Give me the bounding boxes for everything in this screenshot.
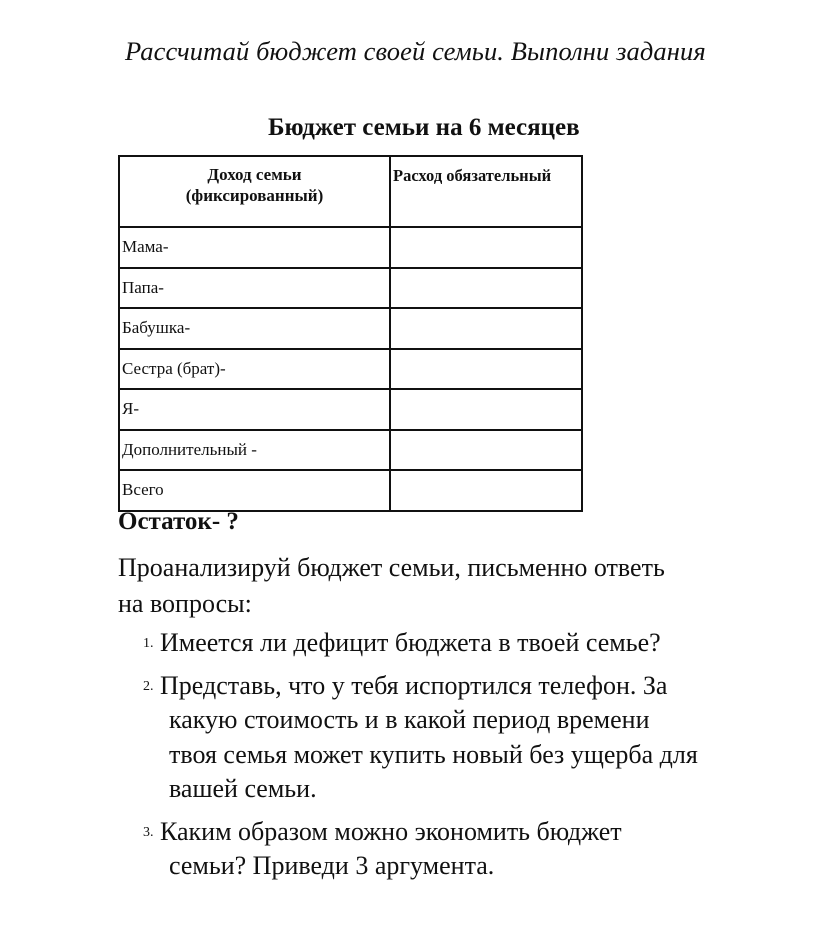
income-cell: Папа-	[119, 268, 390, 309]
table-row-total	[119, 470, 582, 511]
table-row	[119, 227, 582, 268]
question-item	[140, 815, 790, 884]
question-number: 3.	[143, 824, 154, 840]
question-number: 2.	[143, 678, 154, 694]
income-cell: Дополнительный -	[119, 430, 390, 471]
question-line: Представь, что у тебя испортился телефон. За	[160, 670, 668, 700]
table-row	[119, 308, 582, 349]
question-text	[160, 626, 661, 661]
income-cell: Мама-	[119, 227, 390, 268]
analysis-intro-line2: на вопросы:	[118, 589, 252, 618]
question-text	[160, 669, 698, 807]
table-row	[119, 389, 582, 430]
remainder-label: Остаток- ?	[118, 508, 239, 535]
expense-cell[interactable]	[390, 268, 582, 309]
expense-cell[interactable]	[390, 389, 582, 430]
question-item	[140, 626, 790, 661]
question-line: вашей семьи.	[169, 774, 317, 803]
question-line: Каким образом можно экономить бюджет	[160, 816, 622, 846]
question-line: семьи? Приведи 3 аргумента.	[169, 851, 495, 880]
income-cell: Я-	[119, 389, 390, 430]
analysis-intro	[118, 550, 778, 622]
column-header-income-line2: (фиксированный)	[185, 186, 324, 205]
analysis-intro-line1: Проанализируй бюджет семьи, письменно ответь	[118, 553, 665, 582]
column-header-expense: Расход обязательный	[390, 156, 582, 227]
table-row	[119, 349, 582, 390]
question-line: твоя семья может купить новый без ущерба для	[169, 739, 698, 769]
income-cell-total: Всего	[119, 470, 390, 511]
question-line: какую стоимость и в какой период времени	[169, 705, 650, 734]
table-row	[119, 430, 582, 471]
income-cell: Сестра (брат)-	[119, 349, 390, 390]
column-header-income	[119, 156, 390, 227]
expense-cell[interactable]	[390, 308, 582, 349]
question-item	[140, 669, 790, 807]
income-cell: Бабушка-	[119, 308, 390, 349]
expense-cell-total[interactable]	[390, 470, 582, 511]
table-title: Бюджет семьи на 6 месяцев	[268, 114, 580, 141]
questions-list	[140, 626, 790, 892]
question-text	[160, 815, 622, 884]
table-header-row	[119, 156, 582, 227]
budget-table	[118, 155, 583, 512]
table-row	[119, 268, 582, 309]
question-line: Имеется ли дефицит бюджета в твоей семье?	[160, 628, 661, 657]
expense-cell[interactable]	[390, 430, 582, 471]
column-header-income-line1: Доход семьи	[207, 165, 302, 184]
expense-cell[interactable]	[390, 349, 582, 390]
expense-cell[interactable]	[390, 227, 582, 268]
question-number: 1.	[143, 636, 154, 651]
assignment-instruction: Рассчитай бюджет своей семьи. Выполни задания	[125, 36, 706, 66]
